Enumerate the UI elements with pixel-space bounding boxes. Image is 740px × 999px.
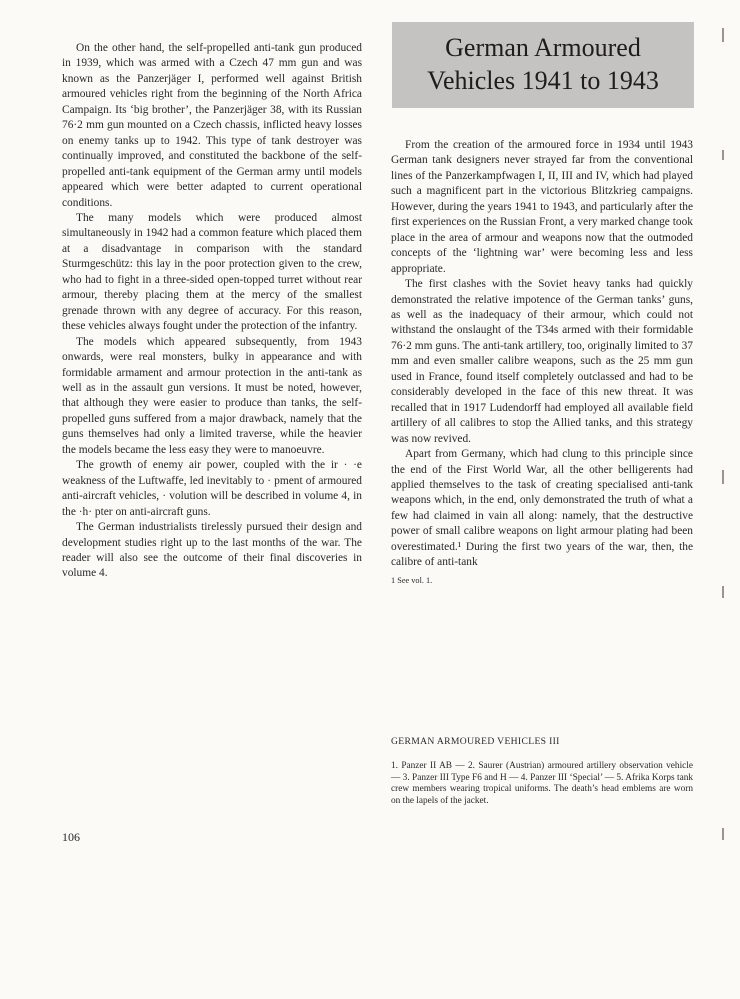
left-text-column [62,41,362,582]
margin-mark [722,828,724,840]
plate-section-heading: GERMAN ARMOURED VEHICLES III [391,736,560,747]
margin-mark [722,150,724,160]
margin-mark [722,28,724,42]
right-text-column [391,138,693,586]
body-paragraph: Apart from Germany, which had clung to this principle since the end of the First World War, all the other belligerents had applied themselves to the task of creating specialised anti-tank weapons which, in the end, only demonstrated the truth of what a few had claimed in vain all along: namely, that the destructive power of small calibre weapons on light armour plating had been overestimated.¹ During the first two years of the war, then, the calibre of anti-tank [391,448,693,569]
margin-mark [722,470,724,484]
body-paragraph: The German industrialists tirelessly pursued their design and development studies right up to the last months of the war. The reader will also see the outcome of their final discoveries in volume 4. [62,521,362,580]
footnote: 1 See vol. 1. [391,575,433,585]
page-number: 106 [62,830,80,844]
chapter-title-line-2: Vehicles 1941 to 1943 [427,66,659,95]
chapter-title-line-1: German Armoured [445,33,641,62]
body-paragraph: The many models which were produced almost simultaneously in 1942 had a common feature which placed them at a disadvantage in comparison with the standard Sturmgeschütz: this lay in the poor protection given to the crew, who had to fight in a three-sided open-topped turret without rear armour, thereby placing them at the mercy of the smallest grenade thrown with any degree of accuracy. For this reason, these vehicles always fought under the protection of the infantry. [62,211,362,333]
plate-caption: 1. Panzer II AB — 2. Saurer (Austrian) armoured artillery observation vehicle — 3. Panzer III Type F6 and H — 4. Panzer III ‘Special’ — 5. Afrika Korps tank crew members wearing tropical uniforms. The death’s head emblems are worn on the lapels of the jacket. [391,761,693,806]
body-paragraph: From the creation of the armoured force in 1934 until 1943 German tank designers never strayed far from the conventional lines of the Panzerkampfwagen I, II, III and IV, which had played such a magnificent part in the victorious Blitzkrieg campaigns. However, during the years 1941 to 1943, and particularly after the first experiences on the Russian Front, a very marked change took place in the area of armour and weapons now that the outmoded concepts of the ‘lightning war’ were becoming less and less appropriate. [391,139,693,275]
body-paragraph: On the other hand, the self-propelled anti-tank gun produced in 1939, which was armed with a Czech 47 mm gun and was known as the Panzerjäger I, performed well against British armoured vehicles right from the beginning of the North Africa Campaign. Its ‘big brother’, the Panzerjäger 38, with its Russian 76·2 mm gun mounted on a Czech chassis, inflicted heavy losses on enemy tanks up to 1942. This type of tank destroyer was continually improved, and constituted the backbone of the self-propelled anti-tank equipment of the German army until models appeared which were better adapted to current operational conditions. [62,42,362,209]
body-paragraph: The growth of enemy air power, coupled with the ir · ·e weakness of the Luftwaffe, led inevitably to · pment of armoured anti-aircraft vehicles, · volution will be described in volume 4, in the ·h· pter on anti-aircraft guns. [62,459,362,518]
margin-mark [722,586,724,598]
body-paragraph: The models which appeared subsequently, from 1943 onwards, were real monsters, bulky in appearance and with formidable armament and armour protection in the anti-tank as well as in the assault gun versions. It must be noted, however, that although they were easier to produce than tanks, the self-propelled guns suffered from a major drawback, namely that the guns themselves had only a limited traverse, while the heavier the models became the less easy they were to manoeuvre. [62,335,362,456]
chapter-title-box [392,22,694,108]
body-paragraph: The first clashes with the Soviet heavy tanks had quickly demonstrated the relative impotence of the German tanks’ guns, as well as the inadequacy of their armour, which could not withstand the onslaught of the T34s armed with their formidable 76·2 mm guns. The anti-tank artillery, too, originally limited to 37 mm and even smaller calibre weapons, such as the 25 mm gun used in France, found itself completely outclassed and had to be considerably developed in the face of this new threat. It was recalled that in 1917 Ludendorff had employed all available field artillery of all calibres to stop the Allied tanks, and this strategy was now revived. [391,278,693,445]
